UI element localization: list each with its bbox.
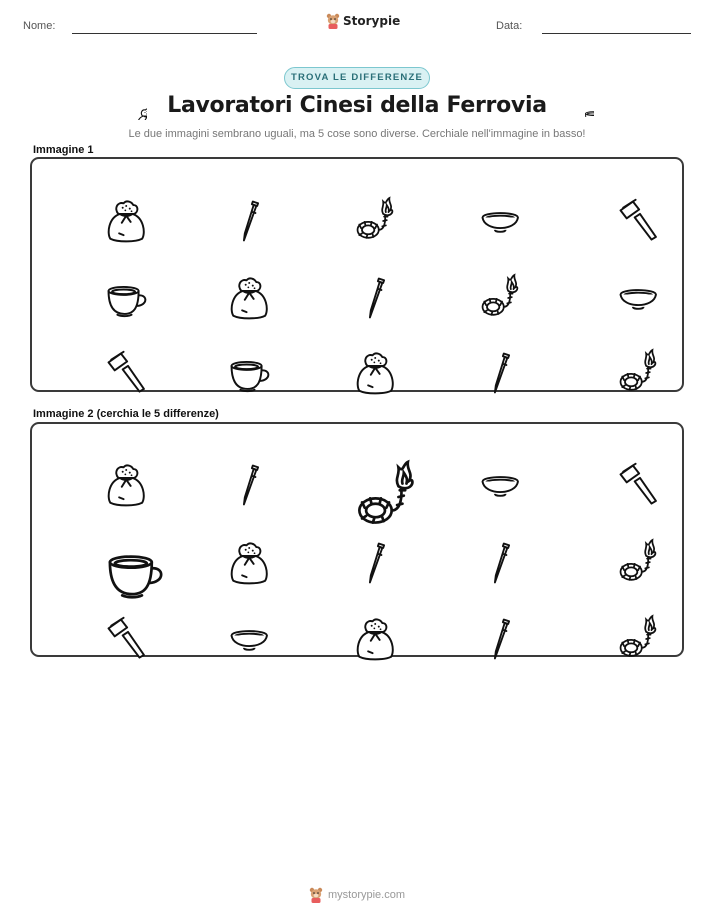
image2-label: Immagine 2 (cerchia le 5 differenze) (33, 408, 219, 420)
image2-rice-bag-icon[interactable] (228, 540, 229, 541)
image1-bowl-icon (479, 198, 480, 199)
title-tea-cup-icon (564, 95, 594, 122)
image2-rope-fuse-icon[interactable] (617, 616, 618, 617)
image2-railroad-spike-icon[interactable] (479, 616, 480, 617)
image1-hammer-icon (617, 198, 618, 199)
date-label: Data: (496, 20, 523, 32)
image1-rope-fuse-icon (354, 198, 355, 199)
bear-icon (326, 13, 340, 29)
image2-bowl-icon[interactable] (228, 616, 229, 617)
image1-rice-bag-icon (105, 198, 106, 199)
image2-railroad-spike-icon[interactable] (479, 540, 480, 541)
image1-tea-cup-icon (228, 350, 229, 351)
image2-railroad-spike-icon[interactable] (354, 540, 355, 541)
date-line[interactable] (542, 33, 691, 34)
name-label: Nome: (23, 20, 56, 32)
page-title: Lavoratori Cinesi della Ferrovia (167, 93, 547, 118)
image1-label: Immagine 1 (33, 144, 94, 156)
image1-railroad-spike-icon (354, 275, 355, 276)
brand-name: Storypie (343, 14, 401, 28)
footer-url[interactable]: mystorypie.com (327, 889, 406, 901)
image1-bowl-icon (617, 275, 618, 276)
bear-icon (309, 887, 323, 903)
image2-hammer-icon[interactable] (617, 462, 618, 463)
image1-hammer-icon (105, 350, 106, 351)
image2-tea-cup-icon[interactable] (105, 540, 106, 541)
name-line[interactable] (72, 33, 257, 34)
image2-hammer-icon[interactable] (105, 616, 106, 617)
image2-railroad-spike-icon[interactable] (228, 462, 229, 463)
activity-badge: TROVA LE DIFFERENZE (284, 67, 430, 89)
image1-rope-fuse-icon (479, 275, 480, 276)
image1-rice-bag-icon (354, 350, 355, 351)
image2-rope-fuse-icon[interactable] (354, 462, 355, 463)
image2-rope-fuse-icon[interactable] (617, 540, 618, 541)
brand-logo (326, 13, 400, 29)
image1-rope-fuse-icon (617, 350, 618, 351)
image2-rice-bag-icon[interactable] (105, 462, 106, 463)
image1-railroad-spike-icon (479, 350, 480, 351)
image1-rice-bag-icon (228, 275, 229, 276)
image1-railroad-spike-icon (228, 198, 229, 199)
footer (0, 887, 714, 903)
image1-tea-cup-icon (105, 275, 106, 276)
image2-rice-bag-icon[interactable] (354, 616, 355, 617)
title-rice-bag-icon (123, 94, 147, 125)
instructions: Le due immagini sembrano uguali, ma 5 cose sono diverse. Cerchiale nell'immagine in basso! (128, 128, 586, 140)
image2-bowl-icon[interactable] (479, 462, 480, 463)
